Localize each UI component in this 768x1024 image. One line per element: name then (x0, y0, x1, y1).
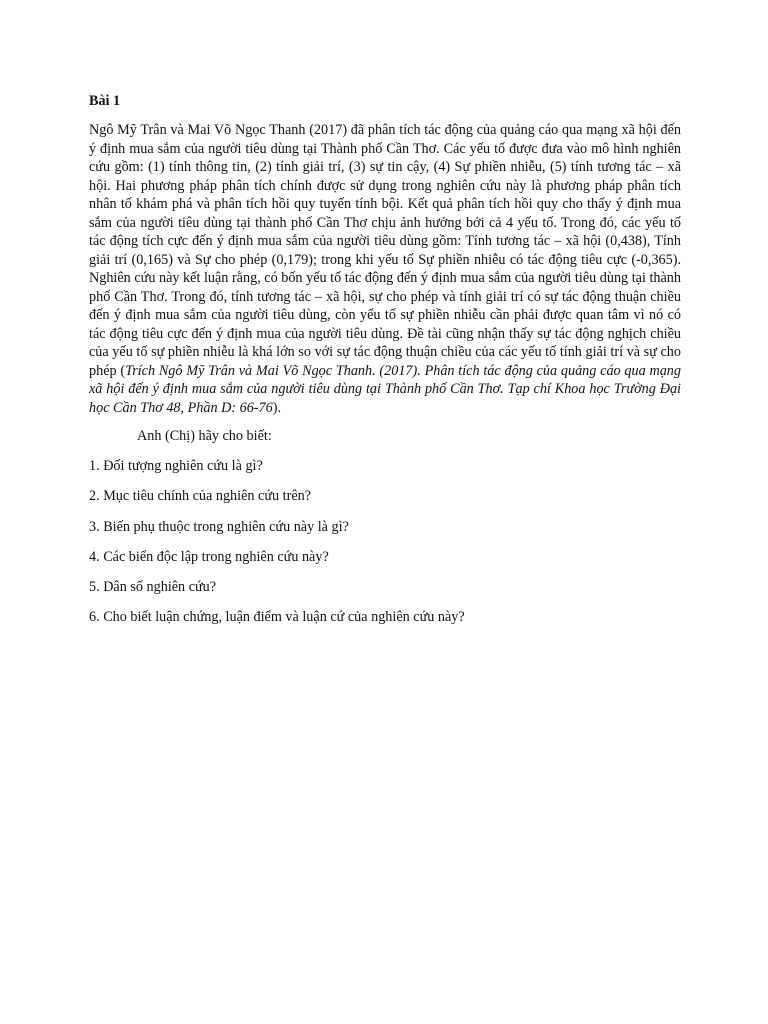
paragraph-closing: ). (272, 399, 282, 416)
question-prompt: Anh (Chị) hãy cho biết: (137, 428, 272, 444)
citation-text: Trích Ngô Mỹ Trân và Mai Võ Ngọc Thanh. (2017). Phân tích tác động của quảng cáo qua mạng xã hội đến ý định mua sắm của người tiêu dùng tại Thành phố Cần Thơ. Tạp chí Khoa học Trường Đại học Cần Thơ 48, Phần D: 66-76 (89, 362, 681, 416)
question-item: 5. Dân số nghiên cứu? (89, 579, 217, 596)
question-item: 6. Cho biết luận chứng, luận điểm và luận cứ của nghiên cứu này? (89, 609, 465, 626)
question-list (89, 457, 681, 626)
paragraph-body: Ngô Mỹ Trân và Mai Võ Ngọc Thanh (2017) đã phân tích tác động của quảng cáo qua mạng xã hội đến ý định mua sắm của người tiêu dùng tại Thành phố Cần Thơ. Các yếu tố được đưa vào mô hình nghiên cứu gồm: (1) tính thông tin, (2) tính giải trí, (3) sự tin cậy, (4) Sự phiền nhiễu, (5) tính tương tác – xã hội. Hai phương pháp phân tích chính được sử dụng trong nghiên cứu này là phương pháp phân tích nhân tố khám phá và phân tích hồi quy tuyến tính bội. Kết quả phân tích hồi quy cho thấy ý định mua sắm của người tiêu dùng tại thành phố Cần Thơ chịu ảnh hưởng bởi cả 4 yếu tố. Trong đó, các yếu tố tác động tích cực đến ý định mua sắm của người tiêu dùng gồm: Tính tương tác – xã hội (0,438), Tính giải trí (0,165) và Sự cho phép (0,179); trong khi yếu tố Sự phiền nhiễu có tác động tiêu cực (-0,365). Nghiên cứu này kết luận rằng, có bốn yếu tố tác động đến ý định mua sắm của người tiêu dùng tại thành phố Cần Thơ. Trong đó, tính tương tác – xã hội, sự cho phép và tính giải trí có sự tác động thuận chiều đến ý định mua sắm của người tiêu dùng, còn yếu tố sự phiền nhiễu cần phải được quan tâm vì nó có tác động tiêu cực đến ý định mua của người tiêu dùng. Đề tài cũng nhận thấy sự tác động nghịch chiều của yếu tố sự phiền nhiễu là khá lớn so với sự tác động thuận chiều của các yếu tố tính giải trí và sự cho phép ( (89, 122, 681, 379)
question-item: 3. Biến phụ thuộc trong nghiên cứu này là gì? (89, 518, 349, 535)
case-paragraph (89, 121, 681, 417)
question-item: 4. Các biến độc lập trong nghiên cứu này? (89, 548, 329, 565)
question-item: 1. Đối tượng nghiên cứu là gì? (89, 458, 263, 474)
question-item: 2. Mục tiêu chính của nghiên cứu trên? (89, 488, 312, 505)
exercise-title: Bài 1 (89, 93, 121, 109)
document-page (89, 92, 681, 639)
